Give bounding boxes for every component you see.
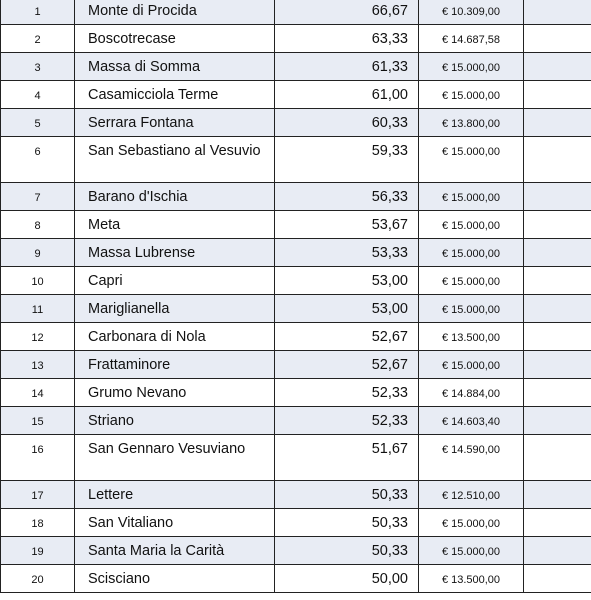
- score-cell: 52,33: [275, 379, 419, 407]
- table-row: [1, 137, 591, 183]
- municipality-cell: Frattaminore: [75, 351, 275, 379]
- empty-cell: [524, 351, 591, 379]
- empty-cell: [524, 295, 591, 323]
- rank-cell: 13: [1, 351, 75, 379]
- rank-cell: 8: [1, 211, 75, 239]
- empty-cell: [524, 211, 591, 239]
- score-cell: 53,33: [275, 239, 419, 267]
- amount-cell: € 14.590,00: [419, 435, 524, 481]
- table-row: [1, 0, 591, 25]
- table-row: [1, 379, 591, 407]
- municipality-cell: Serrara Fontana: [75, 109, 275, 137]
- empty-cell: [524, 323, 591, 351]
- rank-cell: 12: [1, 323, 75, 351]
- score-cell: 63,33: [275, 25, 419, 53]
- score-cell: 61,33: [275, 53, 419, 81]
- score-cell: 52,67: [275, 323, 419, 351]
- amount-cell: € 15.000,00: [419, 295, 524, 323]
- empty-cell: [524, 81, 591, 109]
- municipality-cell: Grumo Nevano: [75, 379, 275, 407]
- ranking-table-body: [1, 0, 591, 593]
- empty-cell: [524, 25, 591, 53]
- empty-cell: [524, 435, 591, 481]
- score-cell: 52,67: [275, 351, 419, 379]
- table-row: [1, 323, 591, 351]
- table-row: [1, 435, 591, 481]
- score-cell: 61,00: [275, 81, 419, 109]
- score-cell: 50,33: [275, 537, 419, 565]
- table-row: [1, 267, 591, 295]
- score-cell: 51,67: [275, 435, 419, 481]
- empty-cell: [524, 565, 591, 593]
- amount-cell: € 14.884,00: [419, 379, 524, 407]
- amount-cell: € 15.000,00: [419, 351, 524, 379]
- municipality-cell: Scisciano: [75, 565, 275, 593]
- table-row: [1, 239, 591, 267]
- empty-cell: [524, 537, 591, 565]
- rank-cell: 15: [1, 407, 75, 435]
- rank-cell: 5: [1, 109, 75, 137]
- score-cell: 50,33: [275, 509, 419, 537]
- empty-cell: [524, 239, 591, 267]
- amount-cell: € 13.500,00: [419, 565, 524, 593]
- rank-cell: 1: [1, 0, 75, 25]
- score-cell: 66,67: [275, 0, 419, 25]
- rank-cell: 18: [1, 509, 75, 537]
- empty-cell: [524, 53, 591, 81]
- empty-cell: [524, 509, 591, 537]
- amount-cell: € 13.500,00: [419, 323, 524, 351]
- amount-cell: € 12.510,00: [419, 481, 524, 509]
- rank-cell: 11: [1, 295, 75, 323]
- table-row: [1, 295, 591, 323]
- amount-cell: € 15.000,00: [419, 509, 524, 537]
- rank-cell: 2: [1, 25, 75, 53]
- table-row: [1, 183, 591, 211]
- municipality-cell: Massa di Somma: [75, 53, 275, 81]
- amount-cell: € 13.800,00: [419, 109, 524, 137]
- municipality-cell: Casamicciola Terme: [75, 81, 275, 109]
- rank-cell: 20: [1, 565, 75, 593]
- municipality-cell: Carbonara di Nola: [75, 323, 275, 351]
- rank-cell: 6: [1, 137, 75, 183]
- municipality-cell: Meta: [75, 211, 275, 239]
- table-row: [1, 537, 591, 565]
- empty-cell: [524, 183, 591, 211]
- amount-cell: € 15.000,00: [419, 211, 524, 239]
- table-row: [1, 407, 591, 435]
- empty-cell: [524, 0, 591, 25]
- amount-cell: € 15.000,00: [419, 137, 524, 183]
- amount-cell: € 14.687,58: [419, 25, 524, 53]
- table-row: [1, 211, 591, 239]
- score-cell: 53,00: [275, 267, 419, 295]
- rank-cell: 9: [1, 239, 75, 267]
- score-cell: 60,33: [275, 109, 419, 137]
- municipality-cell: Lettere: [75, 481, 275, 509]
- rank-cell: 4: [1, 81, 75, 109]
- score-cell: 56,33: [275, 183, 419, 211]
- rank-cell: 3: [1, 53, 75, 81]
- municipality-cell: Massa Lubrense: [75, 239, 275, 267]
- municipality-cell: San Vitaliano: [75, 509, 275, 537]
- table-row: [1, 53, 591, 81]
- municipality-cell: Capri: [75, 267, 275, 295]
- municipality-cell: San Gennaro Vesuviano: [75, 435, 275, 481]
- municipality-cell: Monte di Procida: [75, 0, 275, 25]
- score-cell: 50,00: [275, 565, 419, 593]
- amount-cell: € 15.000,00: [419, 183, 524, 211]
- rank-cell: 17: [1, 481, 75, 509]
- table-row: [1, 81, 591, 109]
- municipality-cell: Striano: [75, 407, 275, 435]
- empty-cell: [524, 481, 591, 509]
- amount-cell: € 14.603,40: [419, 407, 524, 435]
- empty-cell: [524, 109, 591, 137]
- empty-cell: [524, 267, 591, 295]
- amount-cell: € 15.000,00: [419, 239, 524, 267]
- table-row: [1, 481, 591, 509]
- municipality-cell: San Sebastiano al Vesuvio: [75, 137, 275, 183]
- score-cell: 59,33: [275, 137, 419, 183]
- rank-cell: 16: [1, 435, 75, 481]
- table-row: [1, 351, 591, 379]
- empty-cell: [524, 407, 591, 435]
- table-row: [1, 25, 591, 53]
- table-row: [1, 109, 591, 137]
- municipality-cell: Barano d'Ischia: [75, 183, 275, 211]
- score-cell: 50,33: [275, 481, 419, 509]
- rank-cell: 19: [1, 537, 75, 565]
- empty-cell: [524, 137, 591, 183]
- score-cell: 53,67: [275, 211, 419, 239]
- amount-cell: € 15.000,00: [419, 81, 524, 109]
- amount-cell: € 15.000,00: [419, 53, 524, 81]
- empty-cell: [524, 379, 591, 407]
- rank-cell: 10: [1, 267, 75, 295]
- score-cell: 53,00: [275, 295, 419, 323]
- rank-cell: 14: [1, 379, 75, 407]
- municipality-cell: Boscotrecase: [75, 25, 275, 53]
- table-row: [1, 509, 591, 537]
- rank-cell: 7: [1, 183, 75, 211]
- municipality-cell: Mariglianella: [75, 295, 275, 323]
- municipality-cell: Santa Maria la Carità: [75, 537, 275, 565]
- amount-cell: € 15.000,00: [419, 267, 524, 295]
- amount-cell: € 15.000,00: [419, 537, 524, 565]
- table-row: [1, 565, 591, 593]
- score-cell: 52,33: [275, 407, 419, 435]
- amount-cell: € 10.309,00: [419, 0, 524, 25]
